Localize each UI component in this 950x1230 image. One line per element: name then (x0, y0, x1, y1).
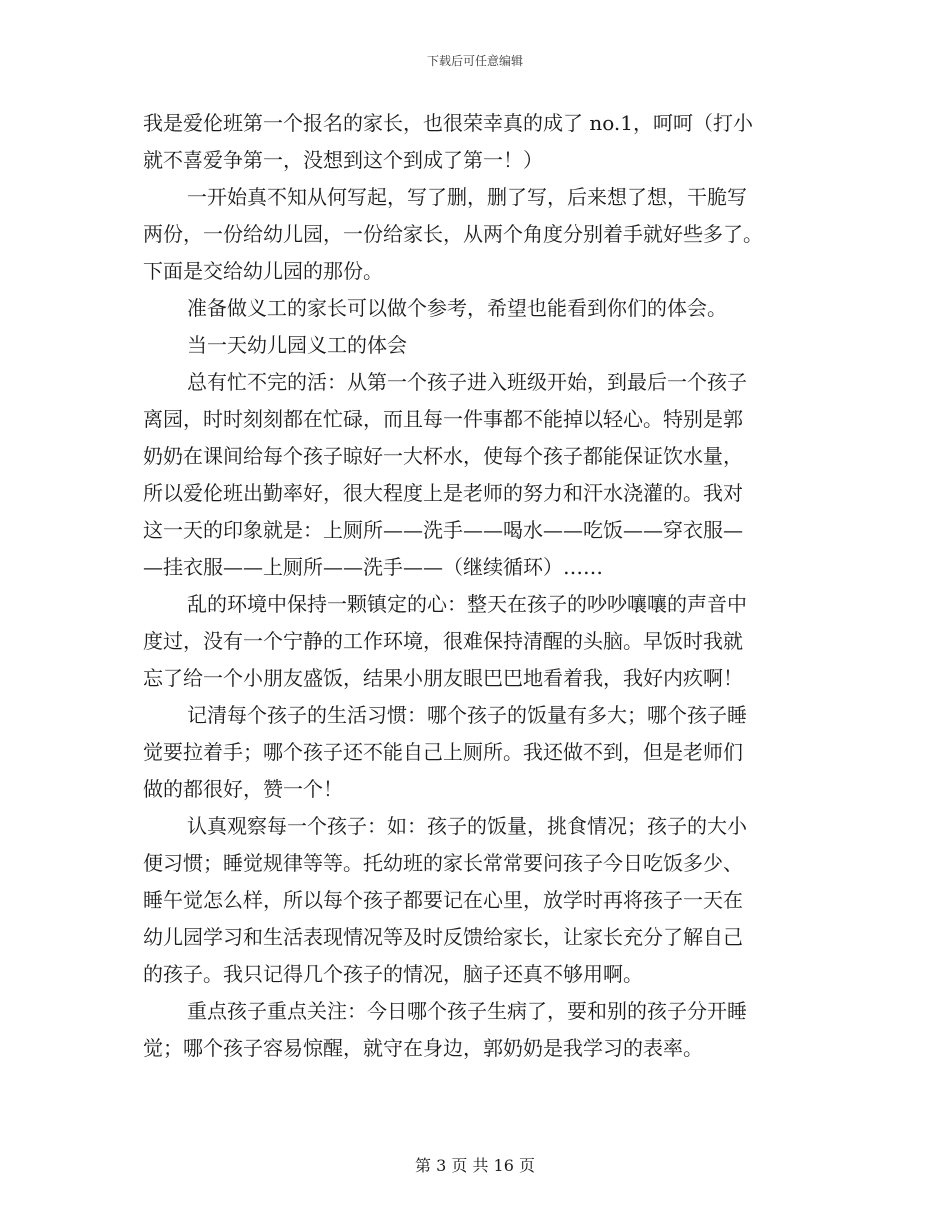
section-heading: 当一天幼儿园义工的体会 (187, 333, 407, 357)
body-line: 便习惯；睡觉规律等等。托幼班的家长常常要问孩子今日吃饭多少、 (143, 851, 743, 875)
body-line: 做的都很好，赞一个！ (143, 777, 343, 801)
body-line: 两份，一份给幼儿园，一份给家长，从两个角度分别着手就好些多了。 (143, 222, 763, 246)
header-note: 下载后可任意编辑 (426, 54, 523, 68)
body-line: —挂衣服——上厕所——洗手——（继续循环）…… (143, 555, 603, 579)
document-body (143, 105, 807, 1067)
body-line: 下面是交给幼儿园的那份。 (143, 259, 383, 283)
body-line: 总有忙不完的活：从第一个孩子进入班级开始，到最后一个孩子 (187, 370, 747, 394)
body-line: 这一天的印象就是：上厕所——洗手——喝水——吃饭——穿衣服— (143, 518, 743, 542)
body-line: 幼儿园学习和生活表现情况等及时反馈给家长，让家长充分了解自己 (143, 925, 743, 949)
page-number-footer: 第 3 页 共 16 页 (415, 1156, 535, 1175)
body-line: 离园，时时刻刻都在忙碌，而且每一件事都不能掉以轻心。特别是郭 (143, 407, 743, 431)
body-line: 觉要拉着手；哪个孩子还不能自己上厕所。我还做不到，但是老师们 (143, 740, 743, 764)
body-line: 就不喜爱争第一，没想到这个到成了第一！） (143, 148, 543, 172)
body-line: 度过，没有一个宁静的工作环境，很难保持清醒的头脑。早饭时我就 (143, 629, 743, 653)
body-line: 我是爱伦班第一个报名的家长，也很荣幸真的成了 no.1，呵呵（打小 (143, 111, 754, 135)
body-line: 准备做义工的家长可以做个参考，希望也能看到你们的体会。 (187, 296, 727, 320)
body-line: 所以爱伦班出勤率好，很大程度上是老师的努力和汗水浇灌的。我对 (143, 481, 743, 505)
body-line: 睡午觉怎么样，所以每个孩子都要记在心里，放学时再将孩子一天在 (143, 888, 743, 912)
body-line: 记清每个孩子的生活习惯：哪个孩子的饭量有多大；哪个孩子睡 (187, 703, 747, 727)
body-line: 忘了给一个小朋友盛饭，结果小朋友眼巴巴地看着我，我好内疚啊！ (143, 666, 743, 690)
body-line: 认真观察每一个孩子：如：孩子的饭量，挑食情况；孩子的大小 (187, 814, 747, 838)
body-line: 乱的环境中保持一颗镇定的心：整天在孩子的吵吵嚷嚷的声音中 (187, 592, 747, 616)
body-line: 觉；哪个孩子容易惊醒，就守在身边，郭奶奶是我学习的表率。 (143, 1036, 703, 1060)
body-line: 奶奶在课间给每个孩子晾好一大杯水，使每个孩子都能保证饮水量， (143, 444, 743, 468)
body-line: 一开始真不知从何写起，写了删，删了写，后来想了想，干脆写 (187, 185, 747, 209)
body-line: 的孩子。我只记得几个孩子的情况，脑子还真不够用啊。 (143, 962, 643, 986)
body-line: 重点孩子重点关注：今日哪个孩子生病了，要和别的孩子分开睡 (187, 999, 747, 1023)
